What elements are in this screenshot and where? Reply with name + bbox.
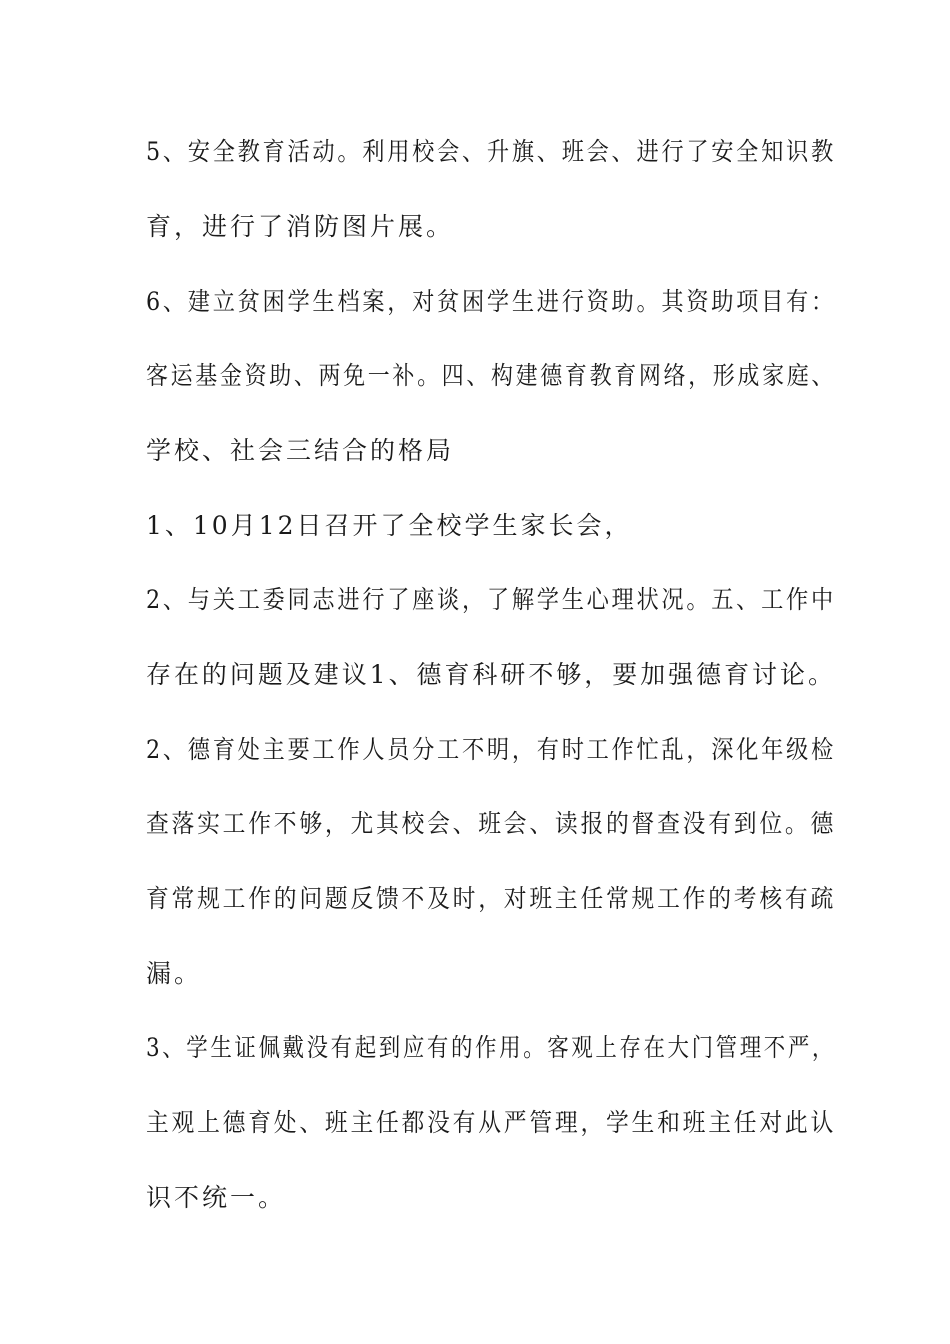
text-line: 育常规工作的问题反馈不及时，对班主任常规工作的考核有疏 [146,884,837,913]
text-line: 1、10月12日召开了全校学生家长会， [146,511,633,540]
text-line: 主观上德育处、班主任都没有从严管理，学生和班主任对此认 [146,1108,837,1137]
text-line: 6、建立贫困学生档案，对贫困学生进行资助。其资助项目有： [146,287,836,316]
text-line: 漏。 [146,959,203,988]
text-line: 识不统一。 [146,1183,287,1212]
text-line: 学校、社会三结合的格局 [146,436,455,465]
text-line: 查落实工作不够，尤其校会、班会、读报的督查没有到位。德 [146,809,837,838]
text-line: 5、安全教育活动。利用校会、升旗、班会、进行了安全知识教 [146,137,836,166]
text-line: 存在的问题及建议1、德育科研不够，要加强德育讨论。 [146,660,836,689]
text-line: 育，进行了消防图片展。 [146,212,455,241]
text-line: 2、德育处主要工作人员分工不明，有时工作忙乱，深化年级检 [146,735,836,764]
text-line: 客运基金资助、两免一补。四、构建德育教育网络，形成家庭、 [146,361,837,390]
text-line: 3、学生证佩戴没有起到应有的作用。客观上存在大门管理不严， [146,1033,836,1062]
text-line: 2、与关工委同志进行了座谈，了解学生心理状况。五、工作中 [146,585,836,614]
